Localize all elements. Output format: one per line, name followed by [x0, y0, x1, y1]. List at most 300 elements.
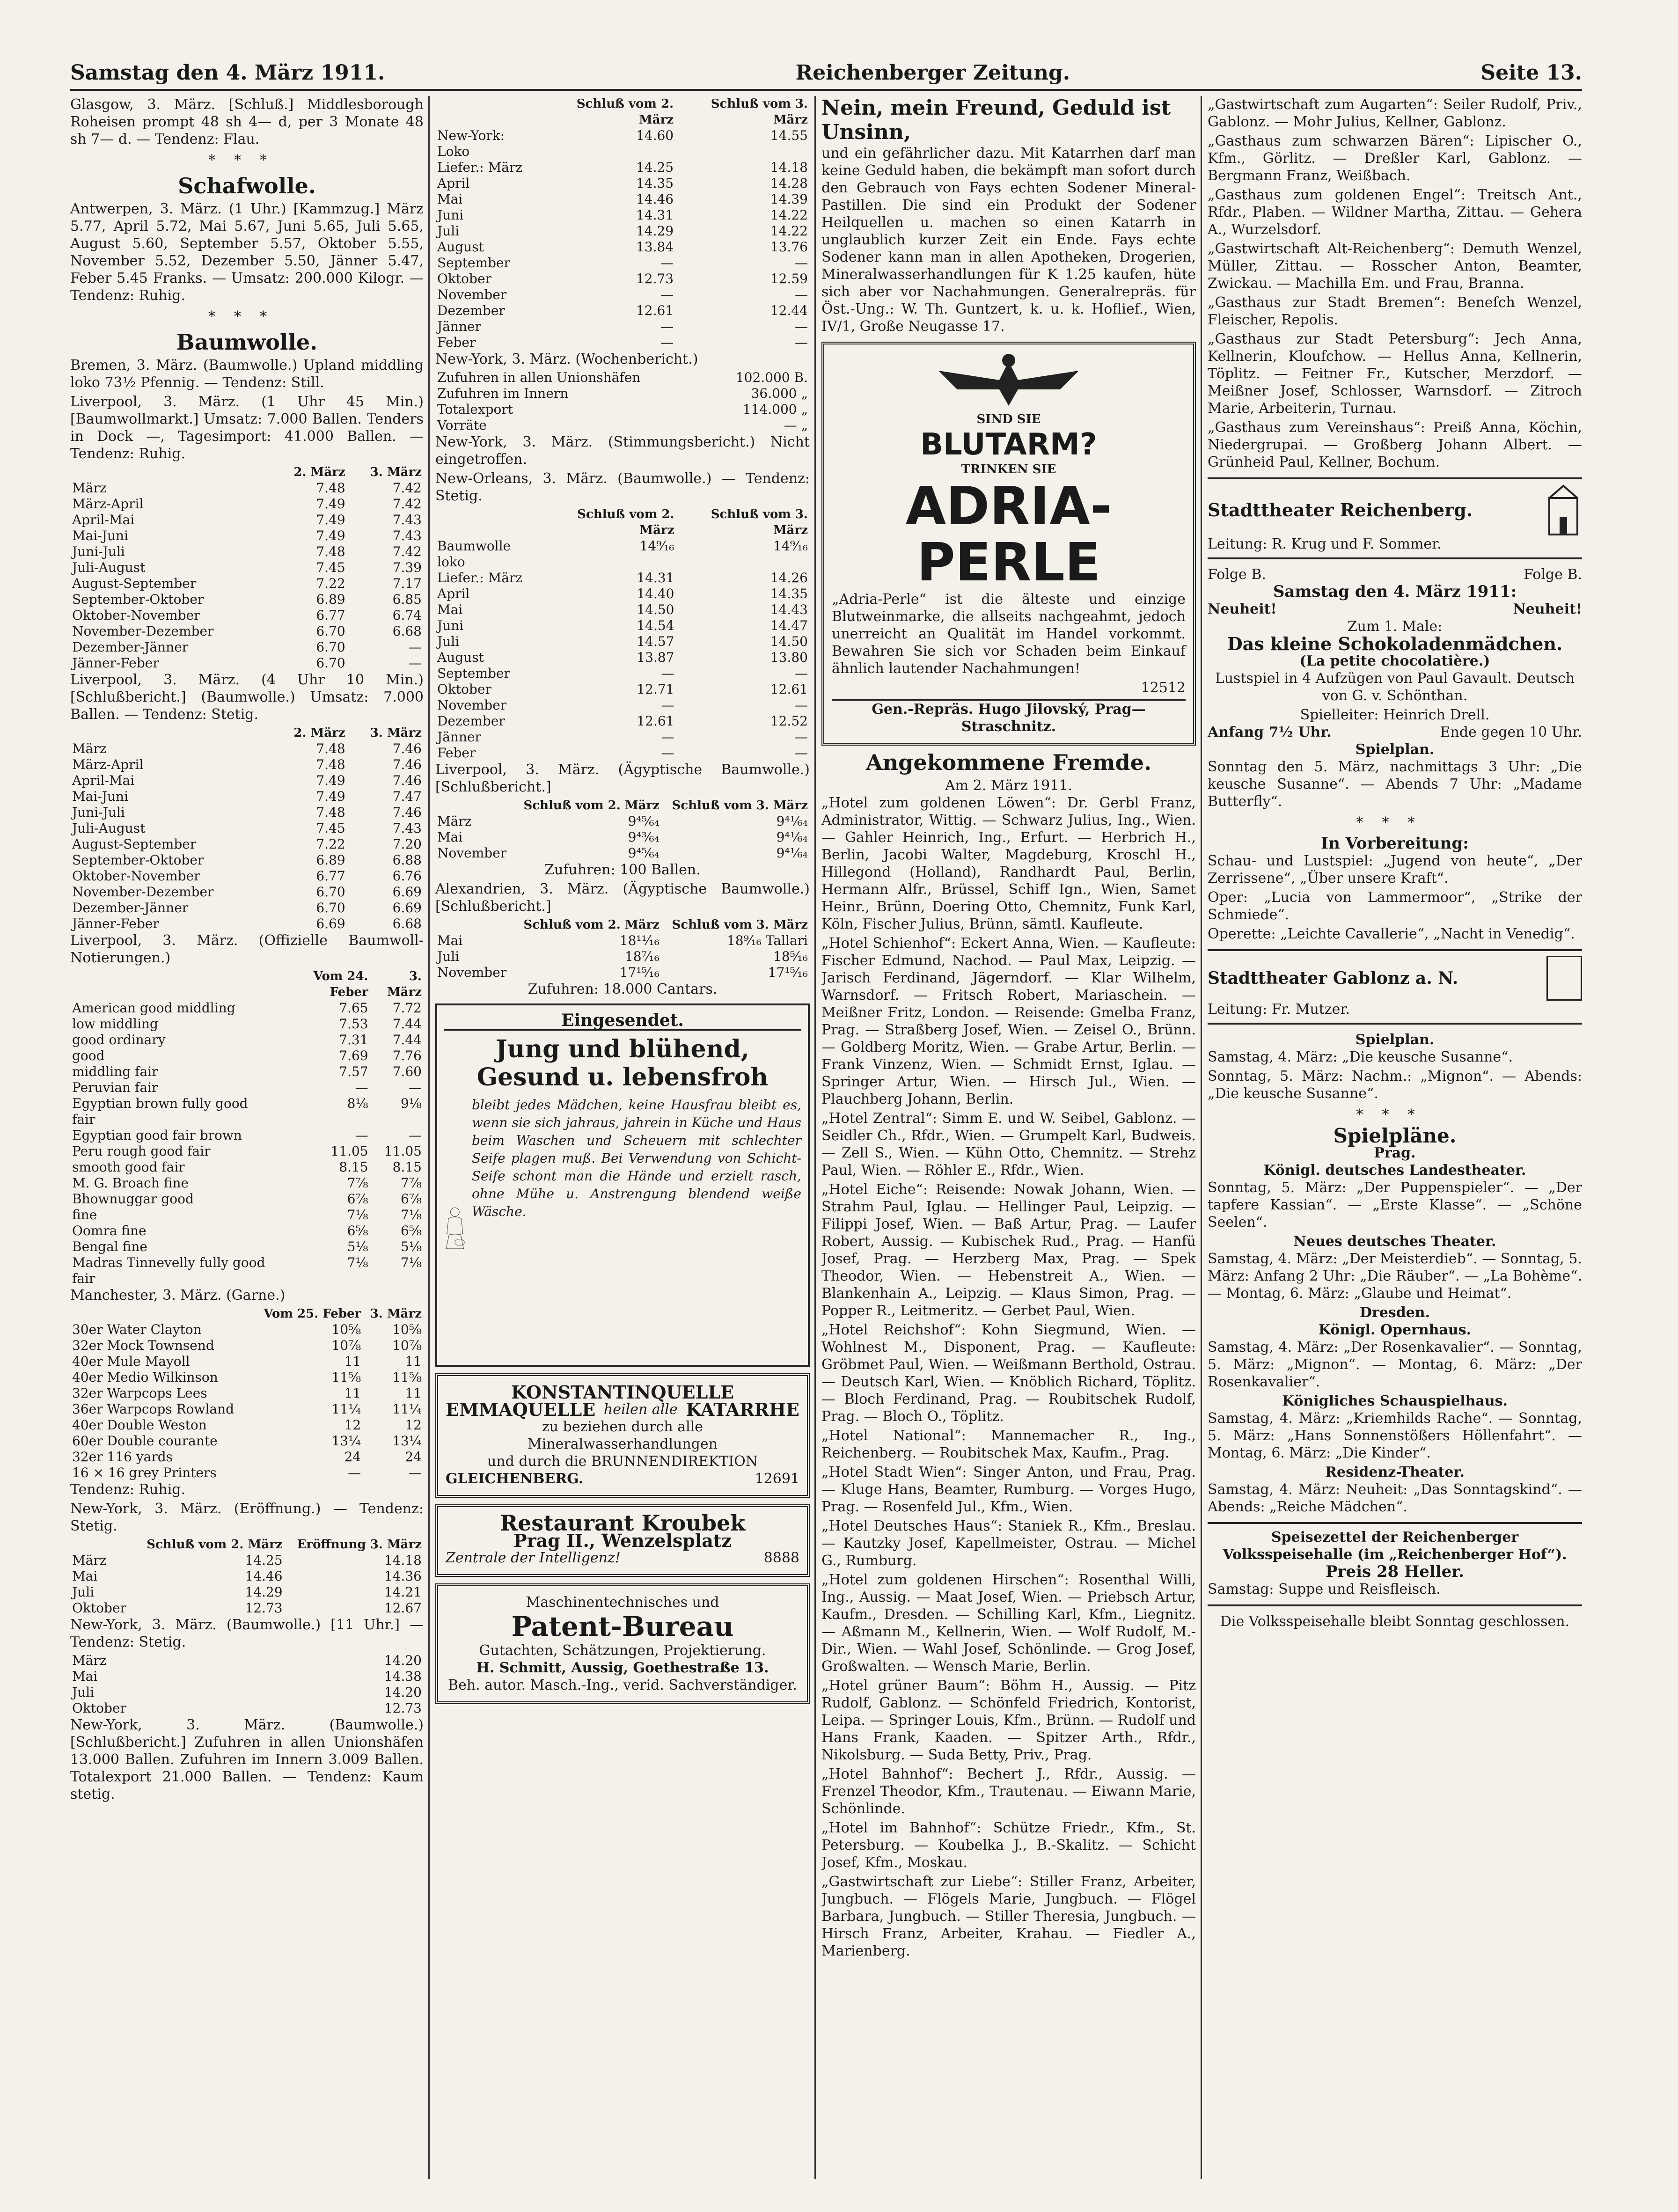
ad-sodener-title: Nein, mein Freund, Geduld ist Unsinn,: [821, 96, 1171, 144]
ad-adria-footer: Gen.-Repräs. Hugo Jilovský, Prag—Straschnitz.: [832, 699, 1186, 735]
table-header-row: [435, 506, 810, 538]
table-row: [435, 287, 810, 303]
row-value: 114.000 „: [742, 402, 808, 417]
row-label: 32er Mock Townsend: [72, 1338, 214, 1353]
row-value: 7.48: [316, 480, 345, 496]
column-header: 3. März: [370, 726, 422, 740]
row-value: 14.46: [636, 191, 674, 207]
row-label: Baumwolle loko: [437, 538, 511, 570]
column-header: Schluß vom 3. März: [711, 507, 808, 537]
table-liverpool-2: [70, 725, 424, 932]
report-newyork-3: New-York, 3. März. (Baumwolle.) [Schlußbericht.] Zufuhren in allen Unionshäfen 13.000 Ballen. Zufuhren im Innern 3.009 Ballen. Totalexport 21.000 Ballen. — Tendenz: Kaum stetig.: [70, 1717, 424, 1802]
row-label: Madras Tinnevelly fully good fair: [72, 1255, 265, 1286]
table-row: [70, 868, 424, 884]
row-value: 13.87: [637, 650, 674, 665]
ad-soap-title-1: Jung und blühend,: [496, 1035, 749, 1063]
theater-reichenberg-head: [1208, 484, 1582, 535]
report-manchester-tendenz: Tendenz: Ruhig.: [70, 1481, 186, 1498]
row-value: 11.05: [384, 1143, 422, 1159]
row-label: September: [437, 255, 510, 271]
theater-schedule: Samstag, 4. März: „Der Meisterdieb“. — Sonntag, 5. März: Anfang 2 Uhr: „Die Räuber“. — „La Bohème“. — Montag, 6. März: „Glaube und Heimat“.: [1208, 1251, 1582, 1302]
row-value: — „: [784, 417, 808, 433]
row-value: 14.35: [636, 176, 674, 191]
table-row: [435, 634, 810, 650]
row-value: 12.59: [770, 271, 808, 286]
row-value: 14.28: [770, 176, 808, 191]
report-glasgow: Glasgow, 3. März. [Schluß.] Middlesborough Roheisen prompt 48 sh 4— d, per 3 Monate 48 sh 7— d. — Tendenz: Flau.: [70, 96, 424, 147]
table-row: [70, 1653, 424, 1669]
neuheit-row: [1208, 601, 1582, 618]
table-row: [70, 1048, 424, 1064]
row-value: 11: [344, 1385, 361, 1401]
row-value: 7.43: [392, 512, 422, 527]
table-row: [70, 1354, 424, 1370]
row-label: Mai: [437, 829, 463, 845]
row-label: Egyptian good fair brown: [72, 1128, 242, 1143]
speisezettel-preis: Preis 28 Heller.: [1325, 1562, 1464, 1581]
table-row: [70, 655, 424, 671]
row-value: —: [409, 1080, 422, 1095]
table-row: [435, 402, 810, 417]
row-label: smooth good fair: [72, 1159, 185, 1175]
row-label: American good middling: [72, 1000, 235, 1016]
guest-entry: „Hotel Bahnhof“: Bechert J., Rfdr., Aussig. — Frenzel Theodor, Kfm., Trautenau. — Eiwann Marie, Schönlinde.: [821, 1766, 1196, 1817]
table-row: [70, 1401, 424, 1417]
ad-adria-text: „Adria-Perle“ ist die älteste und einzige Blutweinmarke, die allseits nachgeahmt, jedoch unerreicht an Qualität im Handel vorkommt. Bewahren Sie sich vor Schaden beim Einkauf ähnlich lautender Nachahmungen!: [832, 591, 1186, 677]
table-header-row: [435, 96, 810, 128]
row-value: —: [409, 1465, 422, 1480]
row-label: Liefer.: März: [437, 160, 523, 175]
row-value: 7.47: [392, 789, 422, 804]
table-row: [70, 1064, 424, 1080]
row-label: low middling: [72, 1016, 158, 1032]
row-label: Mai-Juni: [72, 528, 129, 543]
row-value: 12.61: [637, 713, 674, 729]
row-value: 7.42: [392, 480, 422, 496]
row-label: middling fair: [72, 1064, 158, 1079]
row-value: 7.46: [392, 805, 422, 820]
row-label: März: [72, 480, 107, 496]
row-value: 14.39: [770, 191, 808, 207]
row-value: —: [795, 666, 808, 681]
row-value: 12.67: [384, 1600, 422, 1616]
dresden-theaters: [1208, 1321, 1582, 1516]
row-value: 13.80: [770, 650, 808, 665]
row-value: 18⁷⁄₁₆: [624, 949, 659, 964]
row-value: —: [409, 639, 422, 655]
table-row: [70, 1016, 424, 1032]
row-label: Egyptian brown fully good fair: [72, 1096, 248, 1127]
guest-entry: „Hotel Deutsches Haus“: Staniek R., Kfm., Breslau. — Kautzky Josef, Kapellmeister, Ostrau. — Michel G., Rumburg.: [821, 1518, 1196, 1569]
guest-entry: „Gasthaus zur Stadt Petersburg“: Jech Anna, Kellnerin, Kloufchow. — Hellus Anna, Kellnerin, Töplitz. — Feitner Fr., Kutscher, Merzdorf. — Meißner Josef, Schlosser, Warnsdorf. — Zitroch Marie, Arbeiterin, Turnau.: [1208, 331, 1582, 417]
ad-patent-line-4: H. Schmitt, Aussig, Goethestraße 13.: [476, 1660, 769, 1676]
column-header: [70, 725, 271, 741]
row-value: 8.15: [339, 1159, 368, 1175]
ad-restaurant-footer: [446, 1549, 799, 1567]
row-value: 7⅛: [401, 1207, 422, 1223]
ad-katarrhe: KATARRHE: [686, 1399, 799, 1420]
row-label: Oktober: [437, 271, 491, 286]
table-row: [70, 852, 424, 868]
table-row: [435, 845, 810, 861]
row-value: 9⁴³⁄₆₄: [628, 829, 659, 845]
woman-illustration: [444, 1096, 465, 1358]
row-label: Bhownuggar good: [72, 1191, 194, 1207]
row-value: —: [795, 287, 808, 302]
row-label: Jänner: [437, 319, 481, 334]
table-row: [435, 370, 810, 386]
table-row: [70, 1433, 424, 1449]
table-row: [70, 592, 424, 608]
theater-name: Königl. Opernhaus.: [1318, 1322, 1472, 1338]
row-value: 7.49: [316, 512, 345, 527]
row-value: 12.73: [245, 1600, 283, 1616]
row-value: 9⁴⁵⁄₆₄: [628, 845, 659, 861]
table-header-row: [70, 464, 424, 480]
column-2-market-and-ads: [435, 96, 810, 2179]
row-value: 7.49: [316, 528, 345, 543]
column-header: Eröffnung 3. März: [297, 1538, 422, 1552]
row-value: —: [409, 1128, 422, 1143]
table-row: [70, 1175, 424, 1191]
row-value: 13.84: [636, 239, 674, 255]
row-value: 6.68: [392, 623, 422, 639]
guest-list: [821, 794, 1196, 1960]
speisezettel-title: Speisezettel der Reichenberger Volksspeisehalle (im „Reichenberger Hof“).: [1223, 1529, 1567, 1563]
row-value: 9⁴¹⁄₆₄: [776, 845, 808, 861]
table-row: [435, 570, 810, 586]
row-label: Vorräte: [437, 417, 487, 433]
row-value: 7.65: [339, 1000, 368, 1016]
table-row: [70, 1032, 424, 1048]
row-label: Dezember: [437, 303, 505, 318]
row-value: 10⅞: [392, 1338, 422, 1353]
theater-name: Residenz-Theater.: [1325, 1464, 1465, 1480]
row-value: 7⅛: [347, 1207, 368, 1223]
row-value: 7.45: [316, 560, 345, 575]
row-value: 6.89: [316, 592, 345, 607]
spielleiter: Spielleiter: Heinrich Drell.: [1300, 707, 1490, 723]
row-label: Peru rough good fair: [72, 1143, 211, 1159]
row-value: 9⅛: [401, 1096, 422, 1111]
row-label: September: [437, 666, 510, 681]
row-value: —: [660, 319, 674, 334]
row-value: 14.29: [636, 223, 674, 239]
column-header: Schluß vom 2. März: [576, 97, 674, 127]
column-header: 2. März: [293, 726, 345, 740]
guest-entry: „Hotel grüner Baum“: Böhm H., Aussig. — Pitz Rudolf, Gablonz. — Schönfeld Friedrich, Kontorist, Leipa. — Springer Louis, Kfm., Brünn. — Rudolf und Hans Frank, Kaaden. — Spitzer Arth., Rfdr., Nikolsburg. — Suda Betty, Priv., Prag.: [821, 1677, 1196, 1763]
table-row: [70, 1465, 424, 1481]
row-value: 17¹⁵⁄₁₆: [768, 965, 808, 980]
row-value: 11.05: [330, 1143, 368, 1159]
ad-gleichenberg-number: 12691: [755, 1471, 799, 1487]
row-label: Mai: [72, 1568, 98, 1584]
row-value: 6⅞: [401, 1191, 422, 1207]
ad-gleichenberg-line-3: zu beziehen durch alle Mineralwasserhandlungen: [528, 1419, 718, 1452]
ad-schicht-seife: [435, 1003, 810, 1367]
row-label: November-Dezember: [72, 623, 214, 639]
table-row: [435, 666, 810, 681]
table-row: [435, 697, 810, 713]
table-row: [70, 496, 424, 512]
report-liverpool-3: Liverpool, 3. März. (Offizielle Baumwoll-Notierungen.): [70, 932, 424, 966]
row-value: 7⅞: [347, 1175, 368, 1191]
spielplan-text: Sonntag den 5. März, nachmittags 3 Uhr: „Die keusche Susanne“. — Abends 7 Uhr: „Madame Butterfly“.: [1208, 759, 1582, 810]
ad-gleichenberg-place: GLEICHENBERG.: [446, 1471, 584, 1487]
table-row: [70, 1370, 424, 1385]
row-label: Juni: [437, 207, 464, 223]
row-value: —: [355, 1080, 368, 1095]
row-value: 6.85: [392, 592, 422, 607]
column-header: [435, 798, 513, 813]
guest-list-continued: [1208, 96, 1582, 471]
row-label: Juli: [437, 223, 460, 239]
row-value: 14.18: [384, 1553, 422, 1568]
table-row: [435, 965, 810, 981]
speisezettel-box: [1208, 1522, 1582, 1606]
row-label: Juli: [72, 1584, 95, 1600]
table-row: [70, 1223, 424, 1239]
row-label: 16 × 16 grey Printers: [72, 1465, 217, 1480]
section-title-schafwolle: Schafwolle.: [178, 173, 316, 198]
row-value: 6.70: [316, 639, 345, 655]
table-row: [70, 544, 424, 560]
header-date: Samstag den 4. März 1911.: [70, 60, 385, 85]
table-row: [70, 1449, 424, 1465]
vorbereitung-schau: Schau- und Lustspiel: „Jugend von heute“, „Der Zerrissene“, „Über unsere Kraft“.: [1208, 853, 1582, 886]
table-manchester: [70, 1306, 424, 1481]
row-value: 7.48: [316, 544, 345, 559]
row-value: 14.22: [770, 207, 808, 223]
row-label: Liefer.: März: [437, 570, 523, 586]
row-value: —: [795, 745, 808, 761]
table-row: [70, 1159, 424, 1175]
report-newyork-2: New-York, 3. März. (Baumwolle.) [11 Uhr.] — Tendenz: Stetig.: [70, 1617, 424, 1650]
header-page-number: Seite 13.: [1480, 60, 1582, 85]
table-newyork-1: [70, 1537, 424, 1616]
divider-stars: ***: [208, 308, 286, 325]
row-label: Oktober: [72, 1700, 126, 1716]
anfang: Anfang 7½ Uhr.: [1208, 724, 1332, 740]
erstmals-label: Zum 1. Male:: [1347, 618, 1443, 635]
row-value: 11⅝: [392, 1370, 422, 1385]
row-label: Jänner-Feber: [72, 655, 159, 671]
column-rule: [428, 96, 430, 2179]
row-label: März: [437, 813, 472, 829]
row-value: 13.76: [770, 239, 808, 255]
table-row: [70, 1553, 424, 1568]
row-label: Juli-August: [72, 820, 146, 836]
row-value: 14.36: [384, 1568, 422, 1584]
table-row: [70, 480, 424, 496]
table-row: [70, 1000, 424, 1016]
row-value: 7.22: [316, 836, 345, 852]
table-row: [435, 255, 810, 271]
row-value: 7.49: [316, 773, 345, 788]
table-row: [70, 1338, 424, 1354]
play-title: Das kleine Schokoladenmädchen.: [1227, 633, 1563, 654]
guest-entry: „Gasthaus zum schwarzen Bären“: Lipischer O., Kfm., Görlitz. — Dreßler Karl, Gablonz. — Bergmann Franz, Weißbach.: [1208, 133, 1582, 184]
table-row: [435, 191, 810, 207]
row-label: Oktober: [437, 681, 491, 697]
row-value: 14.25: [245, 1553, 283, 1568]
report-manchester: Manchester, 3. März. (Garne.): [70, 1287, 286, 1304]
row-value: 14.47: [770, 618, 808, 633]
row-value: 12: [344, 1417, 361, 1433]
row-value: —: [795, 319, 808, 334]
ad-sodener-text: und ein gefährlicher dazu. Mit Katarrhen darf man keine Geduld haben, die bekämpft man sofort durch den Gebrauch von Fays echten Sodener Mineral-Pastillen. Die sind ein Produkt der Sodener Heilquellen u. machen so einen Katarrh in unglaublich kurzer Zeit ein Ende. Fays echte Sodener kann man in allen Apotheken, Drogerien, Mineralwasserhandlungen für K 1.25 kaufen, hüte sich aber vor Nachahmungen. Generalrepräs. für Öst.-Ung.: W. Th. Guntzert, k. u. k. Hoflief., Wien, IV/1, Große Neugasse 17.: [821, 145, 1196, 335]
row-label: Oktober-November: [72, 868, 200, 884]
row-value: 7⅛: [401, 1255, 422, 1270]
column-header: [70, 968, 277, 1000]
row-value: 14.25: [636, 160, 674, 175]
table-header-row: [70, 1537, 424, 1553]
row-value: 11: [405, 1354, 422, 1369]
row-label: 36er Warpcops Rowland: [72, 1401, 234, 1417]
ad-patent-title: Patent-Bureau: [511, 1611, 734, 1642]
table-row: [70, 820, 424, 836]
guest-entry: „Hotel Zentral“: Simm E. und W. Seibel, Gablonz. — Seidler Ch., Rfdr., Wien. — Grumpelt Karl, Budweis. — Zell S., Wien. — Kühn Otto, Chemnitz. — Strehz Paul, Wien. — Röhler E., Rfdr., Wien.: [821, 1110, 1196, 1179]
row-value: —: [409, 655, 422, 671]
guest-entry: „Gasthaus zur Stadt Bremen“: Beneſch Wenzel, Fleischer, Repolis.: [1208, 294, 1582, 328]
ad-sodener: [821, 96, 1196, 335]
row-value: 14.18: [770, 160, 808, 175]
row-label: August-September: [72, 576, 197, 591]
ad-restaurant-slogan: Zentrale der Intelligenz!: [446, 1550, 621, 1566]
guest-entry: „Hotel zum goldenen Löwen“: Dr. Gerbl Franz, Administrator, Wittig. — Schwarz Julius, Ing., Wien. — Gahler Heinrich, Ing., Erfurt. — Herbrich H., Berlin, Jacobi Walter, Magdeburg, Kroschl H., Hillegond (Holland), Randhardt Paul, Berlin, Hermann Alfr., Brüssel, Schiff Ign., Wien, Samet Heinr., Brünn, Doering Otto, Chemnitz, Funk Karl, Köln, Fischer Julius, Brünn, sämtl. Kaufleute.: [821, 795, 1196, 932]
row-label: Zufuhren im Innern: [437, 386, 569, 401]
table-row: [70, 1584, 424, 1600]
row-value: 7.53: [339, 1016, 368, 1032]
guest-entry: „Hotel im Bahnhof“: Schütze Friedr., Kfm., St. Petersburg. — Koubelka J., B.-Skalitz. — Schicht Josef, Kfm., Moskau.: [821, 1820, 1196, 1871]
ad-restaurant-number: 8888: [763, 1550, 799, 1566]
column-header: Schluß vom 3. März: [672, 798, 808, 813]
row-value: 14.38: [384, 1669, 422, 1684]
row-value: 17¹⁵⁄₁₆: [619, 965, 659, 980]
column-header: Schluß vom 2. März: [577, 507, 674, 537]
row-value: 12.71: [637, 681, 674, 697]
row-value: 6.70: [316, 623, 345, 639]
column-header: 3. März: [370, 1307, 422, 1321]
speisehalle-notice: Die Volksspeisehalle bleibt Sonntag geschlossen.: [1220, 1613, 1570, 1630]
guest-entry: „Gasthaus zum Vereinshaus“: Preiß Anna, Köchin, Niedergrupai. — Großberg Johann Albert. — Grünheid Paul, Kellner, Bochum.: [1208, 419, 1582, 470]
neuheit-left: Neuheit!: [1208, 601, 1277, 617]
table-row: [435, 417, 810, 433]
table-row: [435, 207, 810, 223]
row-label: April: [437, 176, 470, 191]
row-value: 6.70: [316, 884, 345, 900]
report-ny-stimmung: New-York, 3. März. (Stimmungsbericht.) Nicht eingetroffen.: [435, 434, 810, 468]
table-row: [70, 1207, 424, 1223]
row-value: 7.20: [392, 836, 422, 852]
row-value: 7.46: [392, 741, 422, 756]
city-dresden: Dresden.: [1359, 1304, 1430, 1321]
folge-right: Folge B.: [1524, 566, 1582, 583]
row-value: 5⅛: [347, 1239, 368, 1254]
table-row: [70, 1669, 424, 1685]
table-row: [435, 829, 810, 845]
row-value: 14.40: [637, 586, 674, 601]
spielplan2-line-2: Sonntag, 5. März: Nachm.: „Mignon“. — Abends: „Die keusche Susanne“.: [1208, 1068, 1582, 1102]
row-label: Oktober: [72, 1600, 126, 1616]
table-row: [70, 623, 424, 639]
row-label: März: [72, 741, 107, 756]
row-value: 10⅝: [392, 1322, 422, 1337]
ende: Ende gegen 10 Uhr.: [1440, 724, 1582, 740]
table-row: [435, 160, 810, 176]
row-value: 9⁴¹⁄₆₄: [776, 813, 808, 829]
table-row: [70, 512, 424, 528]
spielplan2-line-1: Samstag, 4. März: „Die keusche Susanne“.: [1208, 1049, 1513, 1065]
row-value: 7.17: [392, 576, 422, 591]
row-value: 9⁴¹⁄₆₄: [776, 829, 808, 845]
column-header: [70, 1537, 133, 1553]
header-masthead: Reichenberger Zeitung.: [795, 60, 1070, 85]
table-row: [70, 1685, 424, 1700]
row-label: Oktober-November: [72, 608, 200, 623]
row-label: August: [437, 239, 484, 255]
report-ny-wochen: New-York, 3. März. (Wochenbericht.): [435, 351, 698, 367]
row-value: 102.000 B.: [735, 370, 808, 385]
row-label: Juli: [437, 949, 460, 964]
row-value: 14.46: [245, 1568, 283, 1584]
row-value: 7.43: [392, 528, 422, 543]
report-zufuhren-1: Zufuhren: 100 Ballen.: [544, 862, 701, 878]
row-value: —: [660, 255, 674, 271]
row-value: 7⅛: [347, 1255, 368, 1270]
row-label: Jänner: [437, 729, 481, 745]
table-row: [70, 1600, 424, 1616]
row-value: —: [660, 287, 674, 302]
row-label: März-April: [72, 496, 144, 512]
row-label: November: [437, 697, 507, 713]
theater-gablonz-lead: Leitung: Fr. Mutzer.: [1208, 1001, 1350, 1018]
guest-entry: „Hotel Schienhof“: Eckert Anna, Wien. — Kaufleute: Fischer Edmund, Nachod. — Paul Max, Leipzig. — Jarisch Ferdinand, Jägerndorf. — Klar Wilhelm, Warnsdorf. — Fritsch Robert, Mariaschein. — Meißner Fritz, London. — Reisende: Gmelba Franz, Prag. — Straßberg Josef, Wien. — Zeisel O., Brünn. — Goldberg Moritz, Wien. — Grabe Artur, Berlin. — Frank Vinzenz, Wien. — Schmidt Ernst, Iglau. — Springer Artur, Wien. — Hirsch Jul., Wien. — Plauchberg Johann, Berlin.: [821, 935, 1196, 1107]
row-label: April-Mai: [72, 773, 135, 788]
table-row: [70, 576, 424, 592]
guest-entry: „Gastwirtschaft zum Augarten“: Seiler Rudolf, Priv., Gablonz. — Mohr Julius, Kellner, Gablonz.: [1208, 96, 1582, 130]
row-value: 14.55: [770, 128, 808, 143]
row-value: 7.49: [316, 496, 345, 512]
column-header: [435, 506, 542, 538]
row-label: Mai-Juni: [72, 789, 129, 804]
row-value: —: [795, 729, 808, 745]
play-desc: Lustspiel in 4 Aufzügen von Paul Gavault. Deutsch von G. v. Schönthan.: [1215, 670, 1575, 704]
theater-building-icon: [1546, 956, 1582, 1001]
theater-name: Königliches Schauspielhaus.: [1282, 1393, 1508, 1409]
row-label: Mai: [72, 1669, 98, 1684]
ad-restaurant-kroubek: [435, 1504, 810, 1577]
table-row: [435, 618, 810, 634]
row-label: Mai: [437, 602, 463, 617]
table-row: [70, 741, 424, 757]
row-label: April-Mai: [72, 512, 135, 527]
row-label: Feber: [437, 745, 476, 761]
column-header: Schluß vom 2. März: [523, 918, 659, 932]
row-label: April: [437, 586, 470, 601]
theater-name: Königl. deutsches Landestheater.: [1263, 1162, 1526, 1179]
row-label: November: [437, 965, 507, 980]
row-value: 11: [344, 1354, 361, 1369]
section-title-fremde: Angekommene Fremde.: [866, 750, 1151, 775]
row-value: 14.57: [637, 634, 674, 649]
table-header-row: [70, 968, 424, 1000]
table-row: [435, 319, 810, 335]
row-value: 6⅞: [347, 1191, 368, 1207]
row-value: 11¼: [331, 1401, 361, 1417]
row-value: 6.70: [316, 655, 345, 671]
row-value: 18⁹⁄₁₆ Tallari: [726, 933, 808, 948]
